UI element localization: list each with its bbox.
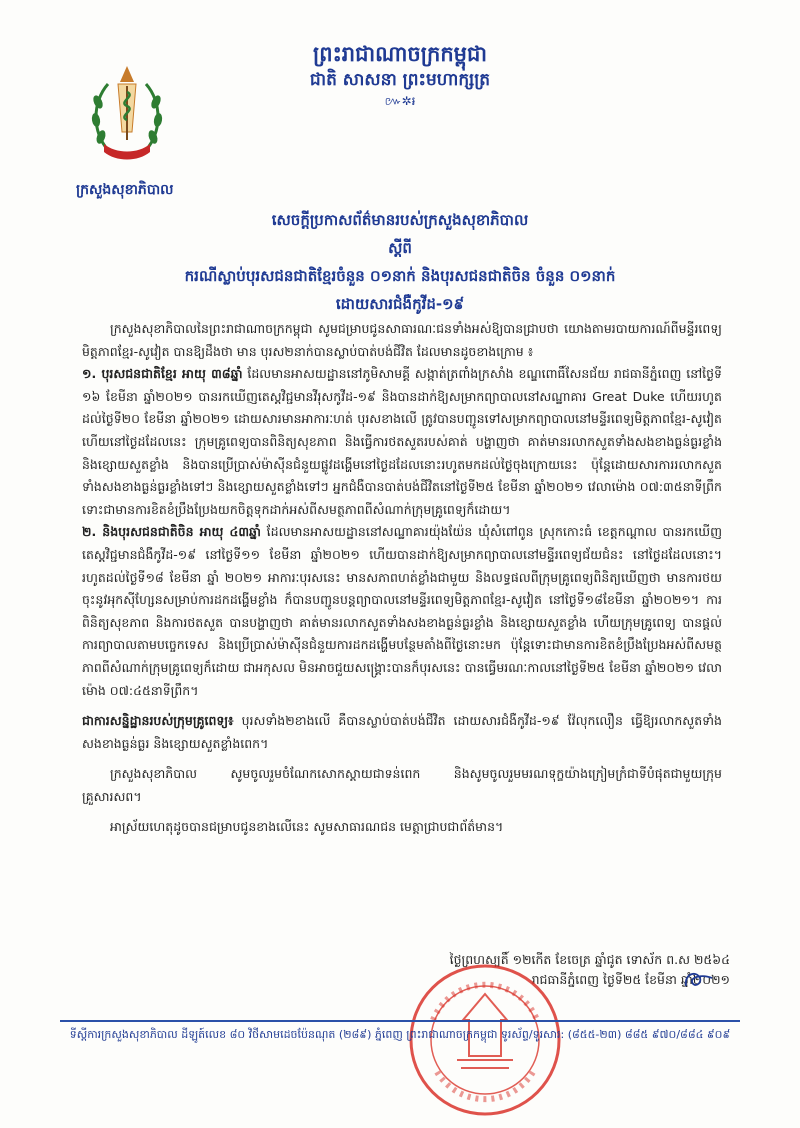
intro-paragraph: ក្រសួងសុខាភិបាលនៃព្រះរាជាណាចក្រកម្ពុជា សូមជម្រាបជូនសាធារណៈជនទាំងអស់ឱ្យបានជ្រាបថា យោងតាមរបាយការណ៍ពីមន្ទីរពេទ្យមិត្តភាពខ្មែរ-សូវៀត បានឱ្យដឹងថា មាន បុរស២នាក់បានស្លាប់បាត់បង់ជីវិត ដែលមានដូចខាងក្រោម ៖ [82,321,722,359]
national-motto: ជាតិ សាសនា ព្រះមហាក្សត្រ [309,70,491,90]
title-line-2: ស្ដីពី [388,239,412,257]
conclusion-paragraph [82,710,722,755]
ministry-name: ក្រសួងសុខាភិបាល [76,182,174,198]
case-1-text: ដែលមានអាសយដ្ឋាននៅភូមិសាមគ្គី សង្កាត់ត្រពាំងក្រសាំង ខណ្ឌពោធិ៍សែនជ័យ រាជធានីភ្នំពេញ នៅថ្ងៃទី ១៦ ខែមីនា ឆ្នាំ២០២១ បានរកឃើញតេស្តវិជ្ជមានវីរុសកូវីដ-១៩ និងបានដាក់ឱ្យសម្រាកព្យាបាលនៅសណ្ឋាគារ Great Duke ហើយរហូតដល់ថ្ងៃទី២០ ខែមីនា ឆ្នាំ២០២១ ដោយសារមានអាការៈហត់ បុរសខាងលើ ត្រូវបានបញ្ជូនទៅសម្រាកព្យាបាលនៅមន្ទីរពេទ្យមិត្តភាពខ្មែរ-សូវៀត ហើយនៅថ្ងៃដដែលនេះ ក្រុមគ្រូពេទ្យបានពិនិត្យសុខភាព និងធ្វើការថតសួតរបស់គាត់ បង្ហាញថា គាត់មានរលាកសួតទាំងសងខាងធ្ងន់ធ្ងរខ្លាំង និងខ្សោយសួតខ្លាំង និងបានប្រើប្រាស់ម៉ាស៊ីនជំនួយផ្លូវដង្ហើមនៅថ្ងៃដដែលនោះរហូតមកដល់ថ្ងៃចុងក្រោយនេះ ប៉ុន្តែដោយសារការរលាកសួតទាំងសងខាងធ្ងន់ធ្ងរខ្លាំងទៅៗ និងខ្សោយសួតខ្លាំងទៅៗ អ្នកជំងឺបានបាត់បង់ជីវិតនៅថ្ងៃទី២៥ ខែមីនា ឆ្នាំ២០២១ វេលាម៉ោង ០៧:៣៥នាទីព្រឹក ទោះជាមានការខិតខំប្រឹងប្រែងយកចិត្តទុកដាក់អស់ពីសមត្ថភាពពីសំណាក់ក្រុមគ្រូពេទ្យក៏ដោយ។ [82,366,722,517]
case-2-text: ដែលមានអាសយដ្ឋាននៅសណ្ឋាគារយ៉ុងយ៉ែន ឃុំសំពៅពូន ស្រុកកោះធំ ខេត្តកណ្ដាល បានរកឃើញតេស្តវិជ្ជមានជំងឺកូវីដ-១៩ នៅថ្ងៃទី១១ ខែមីនា ឆ្នាំ២០២១ ហើយបានដាក់ឱ្យសម្រាកព្យាបាលនៅមន្ទីរពេទ្យជ័យជំនះ នៅថ្ងៃដដែលនោះ។ រហូតដល់ថ្ងៃទី១៨ ខែមីនា ឆ្នាំ ២០២១ អាការៈបុរសនេះ មានសភាពហត់ខ្លាំងជាមួយ និងលទ្ធផលពីក្រុមគ្រូពេទ្យពិនិត្យឃើញថា មានការថយចុះនូវអុកស៊ីហ្សែនសម្រាប់ការដកដង្ហើមខ្លាំង ក៏បានបញ្ជូនបន្តព្យាបាលនៅមន្ទីរពេទ្យមិត្តភាពខ្មែរ-សូវៀត នៅថ្ងៃទី១៨ខែមីនា ឆ្នាំ២០២១។ ការពិនិត្យសុខភាព និងការថតសួត បានបង្ហាញថា គាត់មានរលាកសួតទាំងសងខាងធ្ងន់ធ្ងរខ្លាំង និងខ្សោយសួតខ្លាំង ហើយក្រុមគ្រូពេទ្យ បានផ្ដល់ការព្យាបាលតាមបច្ចេកទេស និងប្រើប្រាស់ម៉ាស៊ីនជំនួយការដកដង្ហើមបន្ថែមតាំងពីថ្ងៃនោះមក ប៉ុន្តែទោះជាមានការខិតខំប្រឹងប្រែងអស់ពីសមត្ថភាពពីសំណាក់ក្រុមគ្រូពេទ្យក៏ដោយ ជាអកុសល មិនអាចជួយសង្គ្រោះបានក៏បុរសនេះ បានធ្វើមរណៈកាលនៅថ្ងៃទី២៥ ខែមីនា ឆ្នាំ២០២១ វេលាម៉ោង ០៧:៤៥នាទីព្រឹក។ [82,524,722,698]
heading-ornament: ៚✲៛ [384,94,416,108]
lunar-date: ថ្ងៃព្រហស្បតិ៍ ១២កើត ខែចេត្រ ឆ្នាំជូត ទោស័ក ព.ស ២៥៦៤ [449,952,730,967]
closing-paragraph: អាស្រ័យហេតុដូចបានជម្រាបជូនខាងលើនេះ សូមសាធារណជន មេត្តាជ្រាបជាព័ត៌មាន។ [110,819,504,835]
document-title [0,206,800,318]
footer-address: ទីស្តីការក្រសួងសុខាភិបាល ដីឡូត៍លេខ ៨០ វិថីសាមដេចប៉ែនណុត (២៨៩) ភ្នំពេញ ព្រះរាជាណាចក្រកម្ពុជា ទូរស័ព្ទ/ទូរសារ: (៨៥៥-២៣) ៨៨៥ ៩៧០/៨៨៤ ៩០៩ [69,1028,731,1041]
title-line-4: ដោយសារជំងឺកូវីដ-១៩ [335,295,465,313]
case-2-label: ២. និងបុរសជនជាតិចិន អាយុ ៤៣ឆ្នាំ [82,524,261,540]
footer-divider [60,1020,740,1022]
case-1-label: ១. បុរសជនជាតិខ្មែរ អាយុ ៣៨ឆ្នាំ [82,366,243,382]
kingdom-name: ព្រះរាជាណាចក្រកម្ពុជា [312,42,487,66]
conclusion-label: ជាការសន្និដ្ឋានរបស់ក្រុមគ្រូពេទ្យ៖ [82,713,234,729]
ministry-logo [88,62,166,164]
title-line-1: សេចក្ដីប្រកាសព័ត៌មានរបស់ក្រសួងសុខាភិបាល [271,211,529,229]
case-2-paragraph [82,521,722,702]
title-line-3: ករណីស្លាប់បុរសជនជាតិខ្មែរចំនួន ០១នាក់ និងបុរសជនជាតិចិន ចំនួន ០១នាក់ [184,267,616,285]
case-1-paragraph [82,363,722,521]
condolence-paragraph: ក្រសួងសុខាភិបាល សូមចូលរួមចំណែកសោកស្ដាយជាទន់ពេក និងសូមចូលរួមមរណទុក្ខយ៉ាងក្រៀមក្រំជាទីបំផុតជាមួយក្រុមគ្រួសារសព។ [82,766,722,804]
document-body [82,318,722,839]
solar-date: រាជធានីភ្នំពេញ ថ្ងៃទី២៥ ខែមីនា ឆ្នាំ២០២១ [531,972,730,987]
conclusion-text: បុរសទាំង២ខាងលើ គឺបានស្លាប់បាត់បង់ជីវិត ដោយសារជំងឺកូវីដ-១៩ វ៉ែលុកលឿន ធ្វើឱ្យរលាកសួតទាំងសងខាងធ្ងន់ធ្ងរ និងខ្សោយសួតខ្លាំងពេក។ [82,713,722,751]
signature-mark [682,968,716,994]
